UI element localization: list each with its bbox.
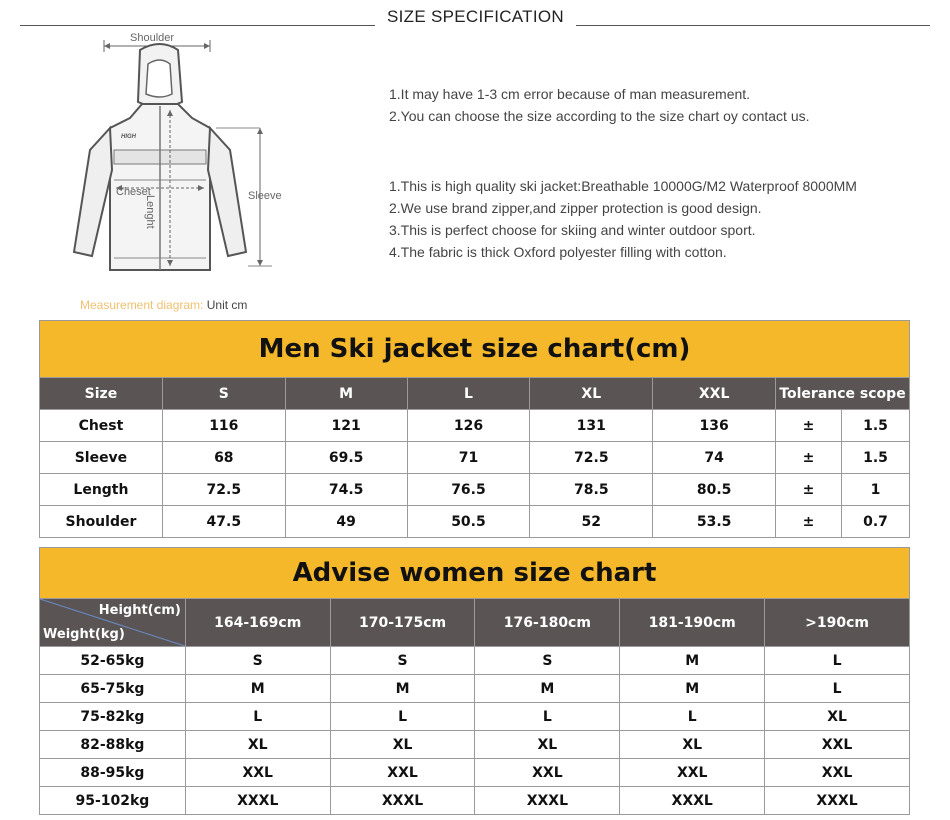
table-cell: M: [330, 675, 475, 703]
table-cell: ±: [776, 474, 842, 506]
table-cell: S: [330, 647, 475, 675]
row-label-cell: Sleeve: [40, 442, 163, 474]
table-cell: 131: [530, 410, 653, 442]
note-line: 4.The fabric is thick Oxford polyester filling with cotton.: [389, 244, 727, 260]
table-row: [40, 731, 910, 759]
header-cell: 170-175cm: [330, 599, 475, 647]
table-cell: M: [475, 675, 620, 703]
row-label-cell: Shoulder: [40, 506, 163, 538]
table-cell: L: [765, 675, 910, 703]
table-cell: 126: [407, 410, 530, 442]
measurement-note-label: Measurement diagram:: [80, 298, 204, 312]
table-cell: L: [330, 703, 475, 731]
header-cell: Size: [40, 378, 163, 410]
table-row: [40, 647, 910, 675]
table-cell: XXL: [330, 759, 475, 787]
table-cell: 72.5: [162, 474, 285, 506]
row-label-cell: 88-95kg: [40, 759, 186, 787]
table-cell: L: [475, 703, 620, 731]
table-cell: S: [475, 647, 620, 675]
men-table-title: Men Ski jacket size chart(cm): [40, 321, 910, 378]
table-cell: 136: [653, 410, 776, 442]
men-table-header: [40, 378, 910, 410]
table-cell: M: [620, 675, 765, 703]
table-cell: XXL: [185, 759, 330, 787]
table-row: [40, 787, 910, 815]
header-cell: XL: [530, 378, 653, 410]
row-label-cell: 65-75kg: [40, 675, 186, 703]
header-cell: Tolerance scope: [776, 378, 910, 410]
table-cell: XL: [330, 731, 475, 759]
table-cell: M: [185, 675, 330, 703]
row-label-cell: 82-88kg: [40, 731, 186, 759]
table-row: [40, 442, 910, 474]
row-label-cell: Length: [40, 474, 163, 506]
header-cell: 164-169cm: [185, 599, 330, 647]
table-cell: XXXL: [185, 787, 330, 815]
row-label-cell: 95-102kg: [40, 787, 186, 815]
table-cell: 76.5: [407, 474, 530, 506]
length-label: Lenght: [144, 195, 156, 229]
table-row: [40, 410, 910, 442]
table-cell: M: [620, 647, 765, 675]
table-cell: 52: [530, 506, 653, 538]
table-cell: 74: [653, 442, 776, 474]
women-table-title: Advise women size chart: [40, 548, 910, 599]
table-cell: S: [185, 647, 330, 675]
table-cell: XXXL: [620, 787, 765, 815]
measurement-diagram: [60, 30, 320, 320]
table-cell: 121: [285, 410, 407, 442]
women-table-header: [40, 599, 910, 647]
sleeve-label: Sleeve: [248, 190, 282, 202]
table-cell: 72.5: [530, 442, 653, 474]
table-cell: XL: [475, 731, 620, 759]
table-cell: XXL: [765, 759, 910, 787]
page-title: SIZE SPECIFICATION: [387, 7, 564, 26]
table-cell: XXXL: [765, 787, 910, 815]
note-line: 1.This is high quality ski jacket:Breathable 10000G/M2 Waterproof 8000MM: [389, 178, 857, 194]
table-row: [40, 506, 910, 538]
men-size-table: [39, 320, 910, 538]
table-cell: XXL: [765, 731, 910, 759]
table-cell: 116: [162, 410, 285, 442]
header-cell: L: [407, 378, 530, 410]
table-cell: 0.7: [841, 506, 909, 538]
row-label-cell: 75-82kg: [40, 703, 186, 731]
measurement-note: [80, 298, 247, 312]
table-cell: XXL: [620, 759, 765, 787]
jacket-illustration: [60, 30, 320, 320]
table-cell: 1.5: [841, 410, 909, 442]
table-cell: 74.5: [285, 474, 407, 506]
table-cell: 71: [407, 442, 530, 474]
header-cell: 176-180cm: [475, 599, 620, 647]
table-cell: 69.5: [285, 442, 407, 474]
table-cell: L: [185, 703, 330, 731]
table-cell: XXL: [475, 759, 620, 787]
table-cell: XL: [765, 703, 910, 731]
note-line: 2.We use brand zipper,and zipper protection is good design.: [389, 200, 762, 216]
header-rule-left: [20, 25, 375, 26]
brand-mark: HIGH: [121, 134, 136, 140]
header-cell: >190cm: [765, 599, 910, 647]
header-cell: M: [285, 378, 407, 410]
table-cell: L: [620, 703, 765, 731]
product-notes: [389, 175, 857, 263]
table-cell: 50.5: [407, 506, 530, 538]
table-cell: 47.5: [162, 506, 285, 538]
table-cell: 53.5: [653, 506, 776, 538]
table-row: [40, 474, 910, 506]
note-line: 1.It may have 1-3 cm error because of man measurement.: [389, 86, 751, 102]
table-row: [40, 703, 910, 731]
table-cell: ±: [776, 506, 842, 538]
corner-weight-label: Weight(kg): [43, 627, 125, 642]
row-label-cell: 52-65kg: [40, 647, 186, 675]
note-line: 2.You can choose the size according to the size chart oy contact us.: [389, 108, 810, 124]
row-label-cell: Chest: [40, 410, 163, 442]
table-row: [40, 675, 910, 703]
chest-label: Cheset: [116, 186, 151, 198]
header-cell: S: [162, 378, 285, 410]
corner-height-label: Height(cm): [98, 603, 181, 618]
table-cell: XXXL: [330, 787, 475, 815]
table-cell: 78.5: [530, 474, 653, 506]
table-cell: 80.5: [653, 474, 776, 506]
header-cell: XXL: [653, 378, 776, 410]
table-cell: XXXL: [475, 787, 620, 815]
measurement-notes: [389, 83, 810, 127]
table-cell: L: [765, 647, 910, 675]
women-size-table: [39, 547, 910, 815]
table-cell: 1: [841, 474, 909, 506]
table-cell: XL: [185, 731, 330, 759]
measurement-unit: Unit cm: [206, 298, 248, 312]
table-cell: 49: [285, 506, 407, 538]
header-cell: 181-190cm: [620, 599, 765, 647]
table-cell: 68: [162, 442, 285, 474]
table-cell: 1.5: [841, 442, 909, 474]
table-cell: ±: [776, 442, 842, 474]
corner-header: [40, 599, 186, 647]
table-cell: XL: [620, 731, 765, 759]
shoulder-label: Shoulder: [130, 32, 175, 44]
table-cell: ±: [776, 410, 842, 442]
header-rule-right: [576, 25, 930, 26]
note-line: 3.This is perfect choose for skiing and winter outdoor sport.: [389, 222, 756, 238]
table-row: [40, 759, 910, 787]
